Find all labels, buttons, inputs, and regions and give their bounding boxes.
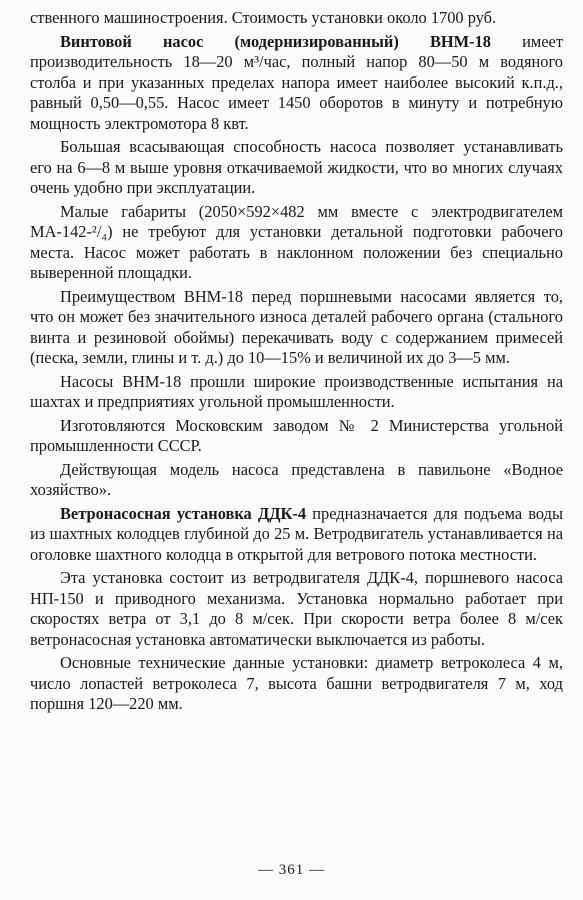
paragraph-text: Насосы ВНМ-18 прошли широкие производственные испытания на шахтах и предприятиях угольной промышленности. (30, 371, 563, 411)
paragraph-vnm18-intro (30, 32, 563, 135)
paragraph-text: Действующая модель насоса представлена в павильоне «Водное хозяйство». (30, 459, 563, 499)
paragraph-continuation (30, 8, 563, 29)
paragraph-ddk4-specs (30, 653, 563, 715)
paragraph-dimensions (30, 202, 563, 284)
paragraph-text: ственного машиностроения. Стоимость установки около 1700 руб. (30, 8, 497, 27)
paragraph-text: имеет производительность 18—20 м³/час, полный напор 80—50 м водяного столба и при указанных пределах напора имеет наиболее высокий к.п.д., равный 0,50—0,55. Насос имеет 1450 оборотов в минуту и потребную мощность электромотора 8 квт. (30, 31, 563, 133)
page-number: — 361 — (258, 862, 325, 878)
paragraph-text: Основные технические данные установки: диаметр ветроколеса 4 м, число лопастей ветроколеса 7, высота башни ветродвигателя 7 м, ход поршня 120—220 мм. (30, 653, 563, 713)
paragraph-text: Большая всасывающая способность насоса позволяет устанавливать его на 6—8 м выше уровня откачиваемой жидкости, что во многих случаях очень удобно при эксплуатации. (30, 137, 563, 197)
paragraph-text: Эта установка состоит из ветродвигателя ДДК-4, поршневого насоса НП-150 и приводного механизма. Установка нормально работает при скоростях ветра от 3,1 до 8 м/сек. При скорости ветра более 8 м/сек ветронасосная установка автоматически выключается из работы. (30, 568, 563, 649)
paragraph-suction (30, 137, 563, 199)
paragraph-text: предназначается для подъема воды из шахтных колодцев глубиной до 25 м. Ветродвигатель устанавливается на оголовке шахтного колодца в открытой для ветрового потока местности. (30, 503, 564, 564)
paragraph-ddk4-composition (30, 568, 563, 650)
paragraph-lead-heading: Ветронасосная установка ДДК-4 (60, 503, 307, 523)
paragraph-lead-heading: Винтовой насос (модернизированный) ВНМ-18 (60, 31, 491, 51)
paragraph-text: Преимуществом ВНМ-18 перед поршневыми насосами является то, что он может без значительного износа деталей рабочего органа (стального винта и резиновой обоймы) перекачивать воду с содержанием примесей (песка, земли, глины и т. д.) до 10—15% и величиной их до 3—5 мм. (30, 286, 563, 367)
paragraph-advantages (30, 287, 563, 369)
paragraph-testing (30, 372, 563, 413)
paragraph-ddk4-intro (30, 504, 563, 566)
paragraph-model-location (30, 460, 563, 501)
paragraph-manufacturer (30, 416, 563, 457)
paragraph-text: Изготовляются Московским заводом № 2 Министерства угольной промышленности СССР. (30, 415, 563, 455)
paragraph-text: Малые габариты (2050×592×482 мм вместе с электродвигателем МА-142-²/₄) не требуют для установки детальной подготовки рабочего места. Насос может работать в наклонном положении без специально выверенной площадки. (30, 201, 563, 282)
